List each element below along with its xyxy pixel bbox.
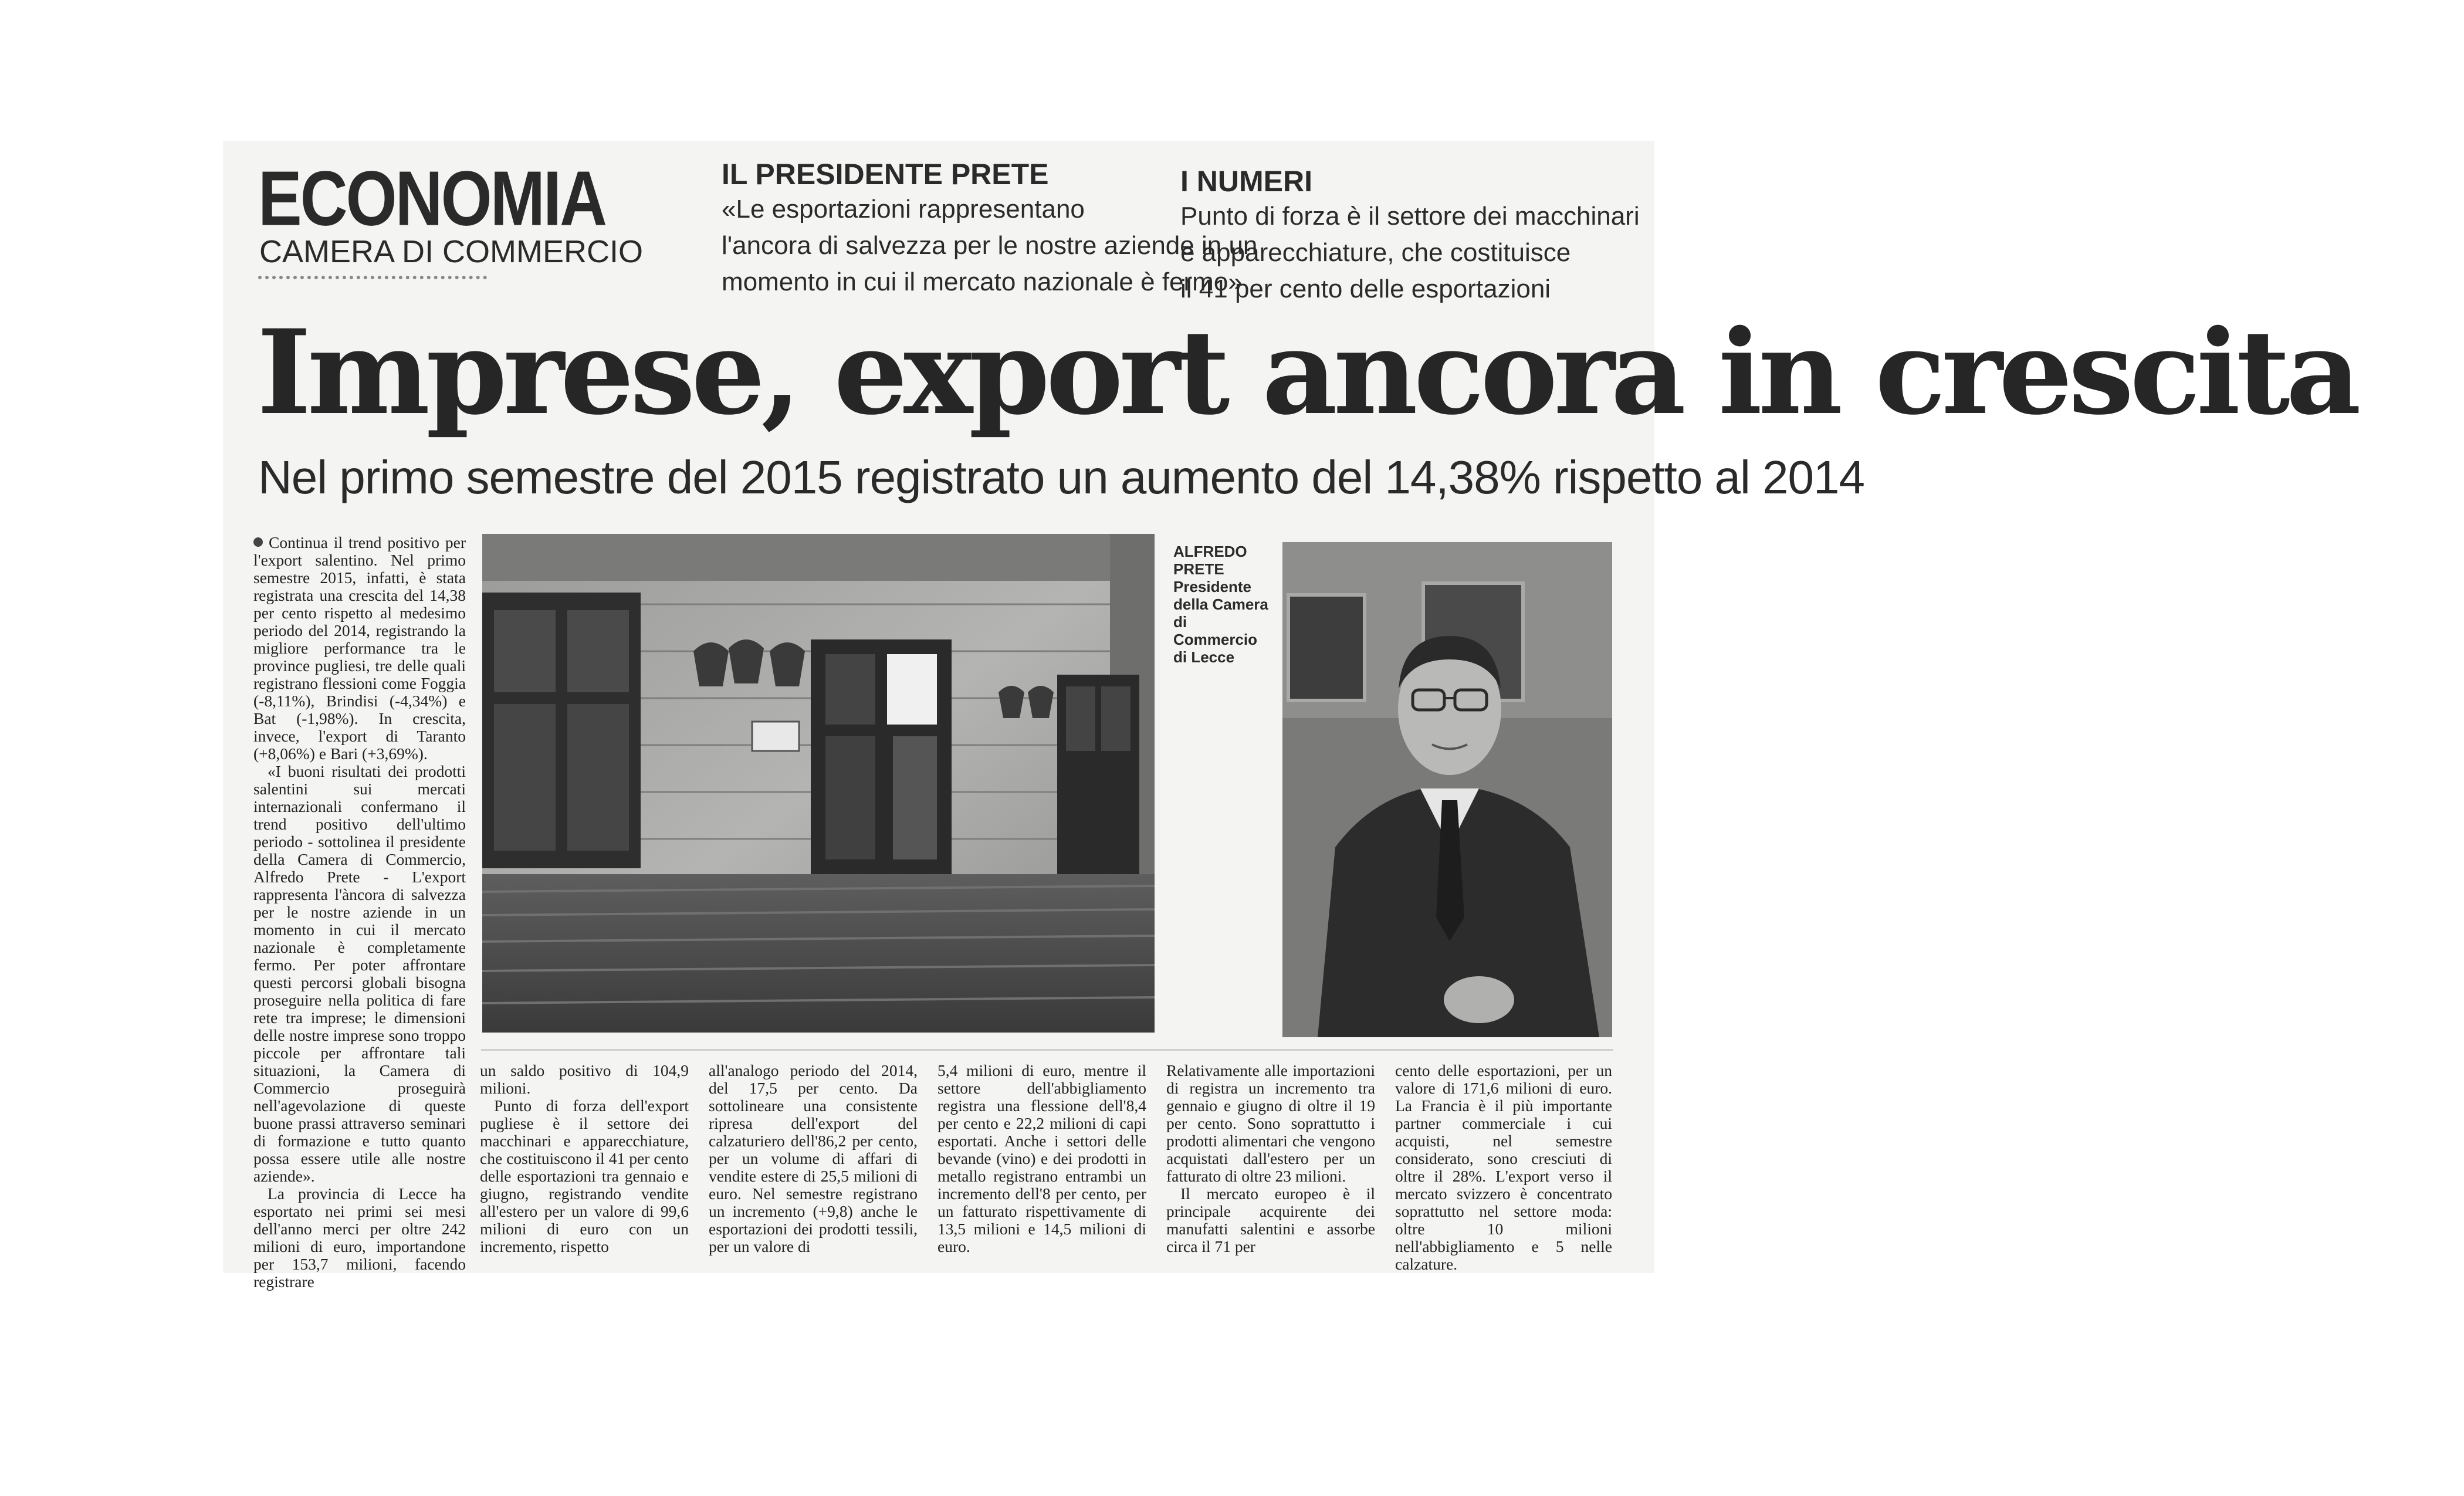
paragraph: 5,4 milioni di euro, mentre il settore dell'abbigliamento registra una flessione dell'8,4 per cento e 22,2 milioni di capi esportati. Anche i settori delle bevande (vino) e dei prodotti in metallo registrano entrambi un incremento dell'8 per cento, per un fatturato rispettivamente di 13,5 milioni e 14,5 milioni di euro.	[937, 1061, 1146, 1255]
paragraph: «I buoni risultati dei prodotti salentini sui mercati internazionali confermano il trend positivo dell'ultimo periodo - sottolinea il presidente della Camera di Commercio, Alfredo Prete - L'export rappresenta l'àncora di salvezza per le nostre aziende in un momento in cui il mercato nazionale è completamente fermo. Per poter affrontare questi percorsi globali bisogna proseguire nella politica di fare rete tra imprese; le dimensioni delle nostre imprese sono troppo piccole per affrontare tali situazioni, la Camera di Commercio proseguirà nell'agevolazione di queste buone prassi attraverso seminari di formazione e tutto quanto possa essere utile alle nostre aziende».	[253, 762, 466, 1185]
section-subtitle: CAMERA DI COMMERCIO	[259, 234, 644, 269]
quote-line: l'ancora di salvezza per le nostre aziende in un	[722, 231, 1258, 260]
paragraph: cento delle esportazioni, per un valore di 171,6 milioni di euro. La Francia è il più importante partner commerciale i cui acquisti, nel semestre considerato, sono cresciuti di oltre il 28%. L'export verso il mercato svizzero è concentrato soprattutto nel settore moda: oltre 10 milioni nell'abbigliamento e 5 nelle calzature.	[1395, 1061, 1612, 1273]
paragraph: Il mercato europeo è il principale acquirente dei manufatti salentini e assorbe circa il 71 per	[1166, 1184, 1375, 1255]
headline: Imprese, export ancora in crescita	[257, 304, 2357, 441]
bullet-icon	[253, 537, 263, 547]
quote-line: momento in cui il mercato nazionale è fermo»	[722, 268, 1243, 296]
paragraph: un saldo positivo di 104,9 milioni.	[480, 1061, 689, 1097]
section-title: ECONOMIA	[258, 155, 605, 242]
numbers-title: I NUMERI	[1180, 165, 1312, 198]
text-column-1	[253, 534, 466, 1291]
paragraph: La provincia di Lecce ha esportato nei primi sei mesi dell'anno merci per oltre 242 milioni di euro, importandone per 153,7 milioni, facendo registrare	[253, 1184, 466, 1291]
text-column-3	[709, 1062, 918, 1255]
photo-caption	[1173, 543, 1273, 666]
text-column-5	[1166, 1062, 1375, 1255]
paragraph-text: Continua il trend positivo per l'export salentino. Nel primo semestre 2015, infatti, è stata registrata una crescita del 14,38 per cento rispetto al medesimo periodo del 2014, registrando la migliore performance tra le province pugliesi, tre delle quali registrano flessioni come Foggia (-8,11%), Brindisi (-4,34%) e Bat (-1,98%). In crescita, invece, l'export di Taranto (+8,06%) e Bari (+3,69%).	[253, 533, 466, 763]
numbers-box	[1180, 164, 1640, 307]
paragraph	[253, 534, 466, 763]
text-column-4	[937, 1062, 1146, 1255]
building-photo	[482, 534, 1155, 1033]
portrait-photo-art	[1282, 542, 1612, 1037]
quote-line: «Le esportazioni rappresentano	[722, 195, 1085, 224]
column-divider	[481, 1049, 1613, 1051]
numbers-line: Punto di forza è il settore dei macchinari	[1180, 202, 1640, 231]
quote-box	[722, 157, 1257, 300]
portrait-photo	[1282, 542, 1612, 1037]
paragraph: Punto di forza dell'export pugliese è il settore dei macchinari e apparecchiature, che costituiscono il 41 per cento delle esportazioni tra gennaio e giugno, registrando vendite all'estero per un valore di 99,6 milioni di euro con un incremento, rispetto	[480, 1096, 689, 1255]
text-column-2	[480, 1062, 689, 1255]
numbers-line: e apparecchiature, che costituisce	[1180, 238, 1571, 267]
quote-title: IL PRESIDENTE PRETE	[722, 158, 1049, 191]
building-photo-art	[482, 534, 1155, 1033]
caption-role: Presidente della Camera di Commercio di Lecce	[1173, 578, 1268, 666]
numbers-line: il 41 per cento delle esportazioni	[1180, 275, 1551, 303]
paragraph: all'analogo periodo del 2014, del 17,5 per cento. Da sottolineare una consistente ripresa dell'export del calzaturiero dell'86,2 per cento, per un volume di affari di vendite estere di 25,5 milioni di euro. Nel semestre registrano un incremento (+9,8) anche le esportazioni dei prodotti tessili, per un valore di	[709, 1061, 918, 1255]
paragraph: Relativamente alle importazioni di registra un incremento tra gennaio e giugno di oltre il 19 per cento. Sono soprattutto i prodotti alimentari che vengono acquistati dall'estero per un fatturato di oltre 23 milioni.	[1166, 1061, 1375, 1185]
text-column-6	[1395, 1062, 1612, 1273]
section-divider	[258, 276, 487, 279]
caption-name: ALFREDO PRETE	[1173, 543, 1247, 578]
subheadline: Nel primo semestre del 2015 registrato un aumento del 14,38% rispetto al 2014	[258, 451, 1864, 503]
